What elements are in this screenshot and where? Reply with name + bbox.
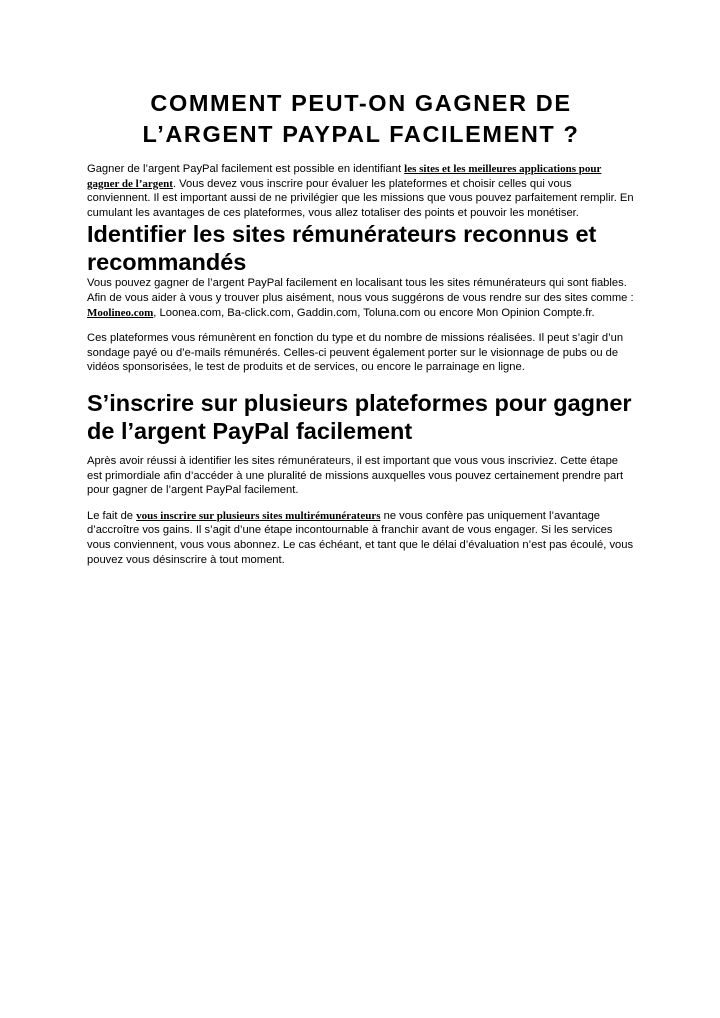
section-1-text-after: , Loonea.com, Ba-click.com, Gaddin.com, Toluna.com ou encore Mon Opinion Compte.fr. <box>153 306 595 319</box>
intro-text-after: . Vous devez vous inscrire pour évaluer les plateformes et choisir celles qui vous conviennent. Il est important aussi de ne privilégier que les missions que vous pouvez parfaitement remplir. En cumulant les avantages de ces plateformes, vous allez totaliser des points et pouvoir les monétiser. <box>87 177 634 219</box>
intro-text-before: Gagner de l’argent PayPal facilement est possible en identifiant <box>87 163 405 175</box>
moolineo-link[interactable]: Moolineo.com <box>87 306 154 319</box>
section-2-paragraph-1: Après avoir réussi à identifier les sites rémunérateurs, il est important que vous vous inscriviez. Cette étape est primordiale afin d’accéder à une pluralité de missions auxquelles vous pouvez certainement prendre part pour gagner de l’argent PayPal facilement. <box>87 454 624 497</box>
section-2-text-before: Le fait de <box>87 509 137 522</box>
section-1-text-before: Vous pouvez gagner de l’argent PayPal facilement en localisant tous les sites rémunérateurs qui sont fiables. Afin de vous aider à vous y trouver plus aisément, nous vous suggérons de vous rendre sur des sites comme : <box>87 277 634 304</box>
section-2-heading: S’inscrire sur plusieurs plateformes pour gagner de l’argent PayPal facilement <box>87 389 632 444</box>
page-title-line-2: L’ARGENT PAYPAL FACILEMENT ? <box>142 121 580 147</box>
multi-sites-link[interactable]: vous inscrire sur plusieurs sites multirémunérateurs <box>136 509 381 522</box>
document-page <box>87 88 635 567</box>
section-2-text-after: ne vous confère pas uniquement l’avantage d’accroître vos gains. Il s’agit d’une étape incontournable à franchir avant de vous engager. Si les services vous conviennent, vous vous abonnez. Le cas échéant, et tant que le délai d’évaluation n’est pas écoulé, vous pouvez vous désinscrire à tout moment. <box>87 509 634 566</box>
section-2-paragraph-2 <box>87 509 635 567</box>
intro-link[interactable]: les sites et les meilleures applications pour gagner de l’argent <box>87 163 602 190</box>
page-title-line-1: COMMENT PEUT-ON GAGNER DE <box>150 90 572 116</box>
page-title <box>87 88 635 150</box>
section-1-paragraph-2: Ces plateformes vous rémunèrent en fonction du type et du nombre de missions réalisées. Il peut s’agir d’un sondage payé ou d’e-mails rémunérés. Celles-ci peuvent également porter sur le visionnage de pubs ou de vidéos sponsorisées, le test de produits et de services, ou encore le parrainage en ligne. <box>87 332 624 374</box>
section-1-paragraph-1 <box>87 276 635 320</box>
intro-paragraph <box>87 162 635 220</box>
section-1-heading: Identifier les sites rémunérateurs reconnus et recommandés <box>87 221 597 276</box>
